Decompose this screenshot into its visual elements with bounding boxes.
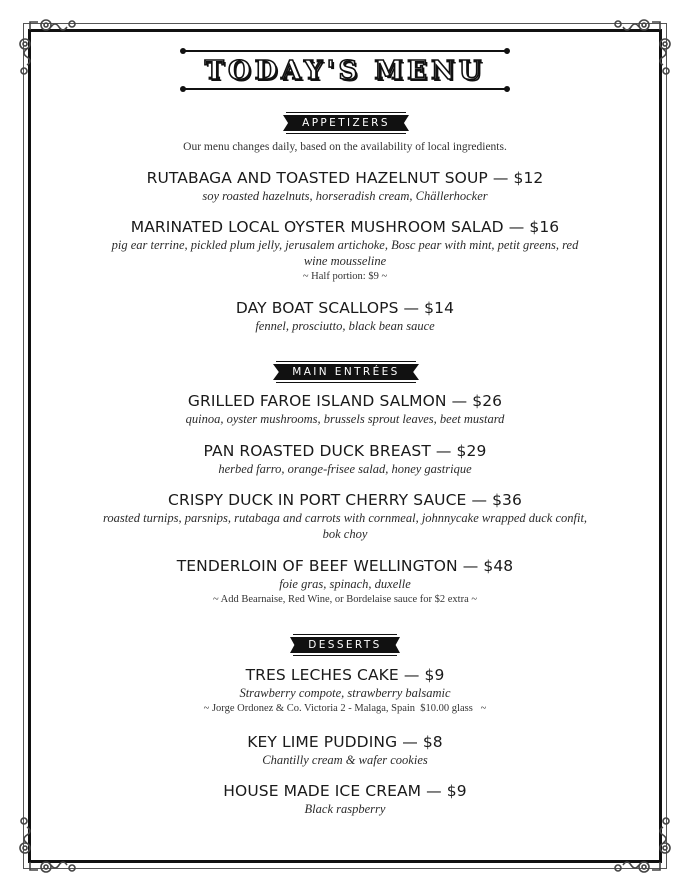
menu-item [40,556,650,608]
item-name: MARINATED LOCAL OYSTER MUSHROOM SALAD — $16 [130,218,560,236]
item-description: pig ear terrine, pickled plum jelly, jerusalem artichoke, Bosc pear with mint, petit greens, red wine mousseline [111,238,579,268]
item-description: fennel, prosciutto, black bean sauce [255,319,435,333]
item-description: foie gras, spinach, duxelle [279,577,411,591]
title-rule-bottom [182,88,508,90]
section-banner-appetizers [283,111,409,135]
item-name: TRES LECHES CAKE — $9 [245,666,445,684]
title-rule-top [182,50,508,52]
menu-item [40,217,650,285]
item-name: CRISPY DUCK IN PORT CHERRY SAUCE — $36 [168,491,522,509]
menu-intro: Our menu changes daily, based on the availability of local ingredients. [183,141,507,153]
item-name: KEY LIME PUDDING — $8 [247,733,443,751]
item-note: ~ Add Bearnaise, Red Wine, or Bordelaise sauce for $2 extra ~ [212,594,478,605]
item-description: roasted turnips, parsnips, rutabaga and carrots with cornmeal, johnnycake wrapped duck confit, bok choy [102,511,588,541]
corner-flourish-icon [8,8,78,78]
item-note: ~ Jorge Ordonez & Co. Victoria 2 - Malaga, Spain $10.00 glass ~ [203,703,487,714]
item-name: GRILLED FAROE ISLAND SALMON — $26 [187,392,503,410]
item-note: ~ Half portion: $9 ~ [302,271,388,282]
item-description: quinoa, oyster mushrooms, brussels sprout leaves, beet mustard [185,412,505,426]
menu-item [40,298,650,334]
menu-item [40,490,650,542]
menu-item [40,665,650,717]
item-name: PAN ROASTED DUCK BREAST — $29 [203,442,487,460]
corner-flourish-icon [612,8,682,78]
item-description: Black raspberry [304,802,386,816]
item-name: DAY BOAT SCALLOPS — $14 [235,299,455,317]
section-banner-desserts [290,633,400,657]
section-banner-main-entrees [273,360,419,384]
item-description: Strawberry compote, strawberry balsamic [239,686,451,700]
section-title: MAIN ENTRÉES [292,366,400,378]
item-name: HOUSE MADE ICE CREAM — $9 [223,782,467,800]
menu-item [40,441,650,477]
menu-header [182,47,508,93]
menu-item [40,732,650,768]
section-title: DESSERTS [308,639,382,651]
item-description: herbed farro, orange-frisee salad, honey gastrique [218,462,472,476]
corner-flourish-icon [8,814,78,884]
item-name: TENDERLOIN OF BEEF WELLINGTON — $48 [176,557,514,575]
corner-flourish-icon [612,814,682,884]
page-title: TODAY'S MENU [204,56,486,86]
section-title: APPETIZERS [302,117,390,129]
item-name: RUTABAGA AND TOASTED HAZELNUT SOUP — $12 [146,169,544,187]
menu-item [40,168,650,204]
item-description: Chantilly cream & wafer cookies [262,753,428,767]
item-description: soy roasted hazelnuts, horseradish cream, Chällerhocker [202,189,488,203]
menu-item [40,781,650,817]
menu-item [40,391,650,427]
